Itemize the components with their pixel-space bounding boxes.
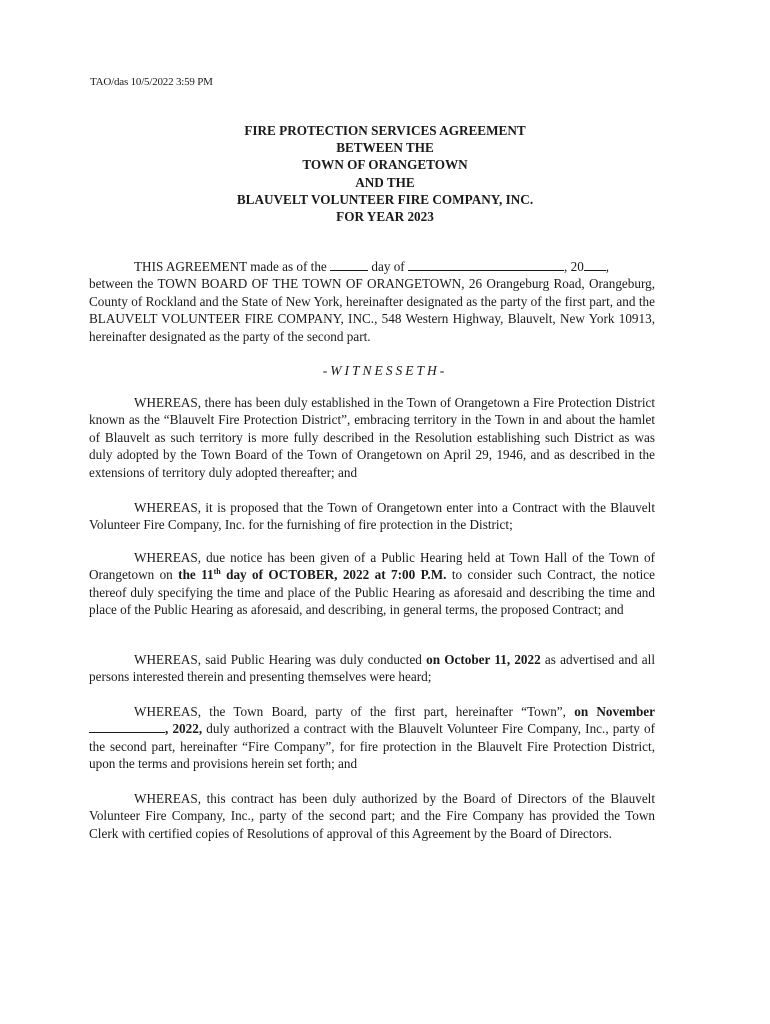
p3-bold-1: the 11: [178, 567, 214, 583]
p3-bold-2: day of OCTOBER, 2022 at 7:00 P.M.: [220, 567, 447, 583]
title-line: FIRE PROTECTION SERVICES AGREEMENT: [244, 123, 526, 138]
whereas-paragraph-4: [89, 651, 655, 686]
p5-bold-2: , 2022,: [165, 721, 203, 737]
day-blank: [330, 259, 368, 271]
intro-comma: ,: [605, 259, 610, 274]
whereas-paragraph-3: [89, 549, 655, 619]
title-line: AND THE: [355, 174, 415, 190]
document-stamp: TAO/das 10/5/2022 3:59 PM: [90, 76, 213, 88]
title-line: TOWN OF ORANGETOWN: [302, 157, 468, 173]
whereas-paragraph-5: [89, 703, 655, 773]
whereas-paragraph-1: WHEREAS, there has been duly established in the Town of Orangetown a Fire Protection District known as the “Blauvelt Fire Protection District”, embracing territory in the Town in and about the hamlet of Blauvelt as such territory is more fully described in the Resolution establishing such District as was duly adopted by the Town Board of the Town of Orangetown on April 29, 1946, and as described in the extensions of territory duly adopted thereafter; and: [89, 395, 655, 480]
year-blank: [584, 259, 606, 271]
whereas-paragraph-2: WHEREAS, it is proposed that the Town of Orangetown enter into a Contract with the Blauvelt Volunteer Fire Company, Inc. for the furnishing of fire protection in the District;: [89, 500, 655, 533]
intro-body: between the TOWN BOARD OF THE TOWN OF ORANGETOWN, 26 Orangeburg Road, Orangeburg, County of Rockland and the State of New York, hereinafter designated as the party of the first part, and the BLAUVELT VOLUNTEER FIRE COMPANY, INC., 548 Western Highway, Blauvelt, New York 10913, hereinafter designated as the party of the second part.: [89, 276, 655, 344]
november-day-blank: [89, 721, 165, 733]
p4-text-c: as advertised and all persons interested therein and presenting themselves were heard;: [89, 652, 655, 685]
agreement-title: [0, 122, 770, 225]
intro-lead: THIS AGREEMENT made as of the: [134, 259, 327, 274]
p5-text-a: WHEREAS, the Town Board, party of the first part, hereinafter “Town”,: [134, 704, 575, 719]
p4-bold: on October 11, 2022: [426, 652, 541, 667]
whereas-paragraph-6: WHEREAS, this contract has been duly authorized by the Board of Directors of the Blauvelt Volunteer Fire Company, Inc., party of the second part; and the Fire Company has provided the Town Clerk with certified copies of Resolutions of approval of this Agreement by the Board of Directors.: [89, 791, 655, 841]
intro-first-line: [89, 258, 655, 275]
p5-text-c: duly authorized a contract with the Blauvelt Volunteer Fire Company, Inc., party of the second part, hereinafter “Fire Company”, for fire protection in the Blauvelt Fire Protection District, upon the terms and provisions herein set forth; and: [89, 721, 655, 772]
intro-paragraph: [89, 258, 655, 345]
intro-year-prefix: , 20: [564, 259, 584, 274]
title-line: FOR YEAR 2023: [336, 209, 434, 225]
title-line: BETWEEN THE: [336, 140, 434, 156]
p3-text-a: WHEREAS, due notice has been given of a Public Hearing held at Town Hall of the Town of Orangetown on: [89, 550, 655, 583]
title-line: BLAUVELT VOLUNTEER FIRE COMPANY, INC.: [236, 191, 534, 207]
month-blank: [408, 259, 564, 271]
p4-text-a: WHEREAS, said Public Hearing was duly conducted: [134, 652, 427, 667]
intro-day-of: day of: [371, 259, 405, 274]
p3-bold-date: [178, 567, 446, 582]
p3-text-c: to consider such Contract, the notice thereof duly specifying the time and place of the Public Hearing as aforesaid and describing the time and place of the Public Hearing as aforesaid, and describing, in general terms, the proposed Contract; and: [89, 567, 655, 618]
witnesseth-heading: -WITNESSETH-: [322, 363, 448, 378]
p3-ordinal: th: [213, 567, 221, 577]
p5-bold-1: on November: [574, 704, 655, 719]
